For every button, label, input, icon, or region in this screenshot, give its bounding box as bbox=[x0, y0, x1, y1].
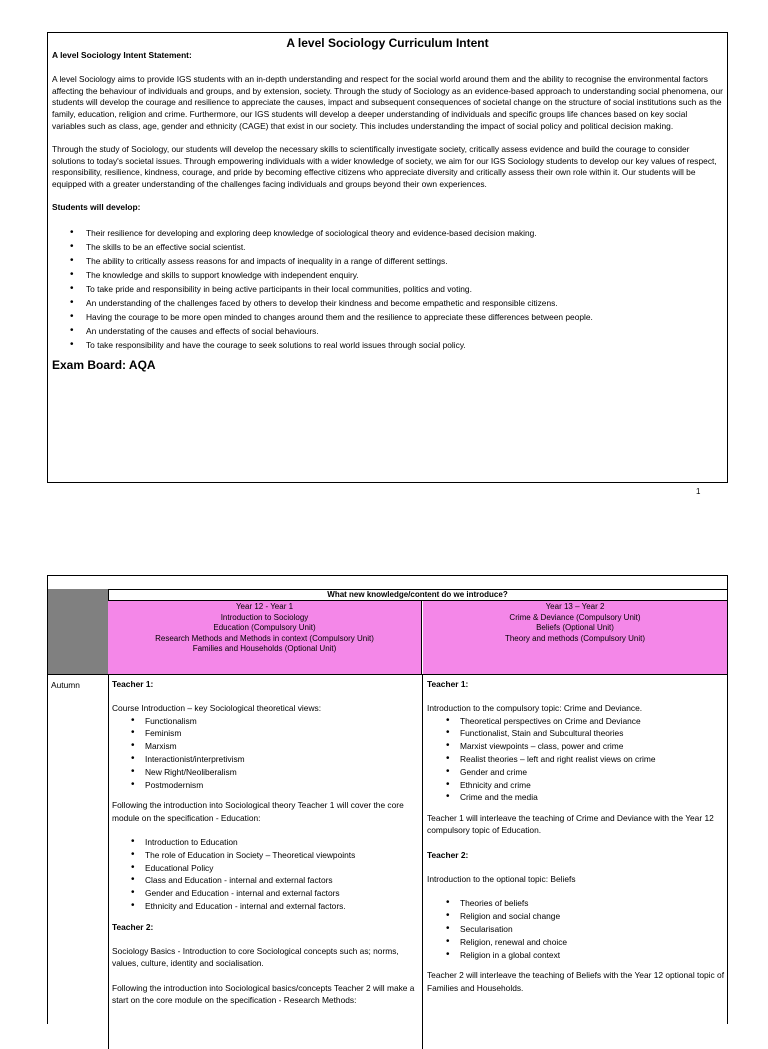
list-item: • To take responsibility and have the courage to seek solutions to real world issues through social policy. bbox=[86, 338, 723, 352]
year12-header bbox=[108, 601, 422, 674]
list-item: • Functionalism bbox=[145, 715, 418, 728]
list-item: • Gender and crime bbox=[460, 766, 725, 779]
list-item: • Educational Policy bbox=[145, 862, 418, 875]
list-item: • Realist theories – left and right realist views on crime bbox=[460, 753, 725, 766]
header-divider bbox=[48, 674, 727, 675]
year12-line: Year 12 - Year 1 bbox=[235, 602, 294, 611]
year13-line: Year 13 – Year 2 bbox=[545, 602, 605, 611]
list-item: • Marxist viewpoints – class, power and crime bbox=[460, 740, 725, 753]
cell-text: Introduction to the compulsory topic: Crime and Deviance. bbox=[427, 703, 643, 714]
list-item: • An understating of the causes and effects of social behaviours. bbox=[86, 324, 723, 338]
intent-heading: A level Sociology Intent Statement: bbox=[52, 50, 192, 60]
year13-autumn-cell bbox=[427, 678, 725, 1006]
column-divider bbox=[422, 674, 423, 1049]
year12-line: Families and Households (Optional Unit) bbox=[192, 644, 337, 653]
list-item: • Class and Education - internal and external factors bbox=[145, 874, 418, 887]
list-item: • The skills to be an effective social scientist. bbox=[86, 240, 723, 254]
views-list bbox=[112, 715, 418, 792]
year13-line: Theory and methods (Compulsory Unit) bbox=[504, 633, 646, 643]
list-item: • Secularisation bbox=[460, 923, 725, 936]
teacher-heading: Teacher 2: bbox=[112, 921, 154, 932]
crime-list bbox=[427, 715, 725, 805]
teacher-heading: Teacher 1: bbox=[427, 679, 469, 689]
year12-line: Research Methods and Methods in context (Compulsory Unit) bbox=[155, 633, 374, 643]
list-item: • Gender and Education - internal and external factors bbox=[145, 887, 418, 900]
develop-heading: Students will develop: bbox=[52, 201, 141, 212]
year12-line: Education (Compulsory Unit) bbox=[213, 623, 316, 632]
intent-paragraph-2: Through the study of Sociology, our students will develop the necessary skills to scientifically investigate society, critically assess evidence and build the courage to consider solutions to today's societal issues. Through empowering individuals with a wider knowledge of society, we aim for our IGS Sociology students to develop our key values of respect, responsibility, resilience, kindness, courage, and pride by becoming effective citizens who appreciate diversity and critically assess their own role within it. Our students will be equipped with a greater understanding of the challenges facing individuals and groups beyond their own experiences. bbox=[52, 143, 717, 190]
list-item: • An understanding of the challenges faced by others to develop their kindness and become empathetic and responsible citizens. bbox=[86, 296, 723, 310]
list-item: • Ethnicity and crime bbox=[460, 779, 725, 792]
cell-text: Course Introduction – key Sociological theoretical views: bbox=[112, 703, 322, 714]
table-top-row bbox=[48, 576, 727, 590]
list-item: • Theoretical perspectives on Crime and Deviance bbox=[460, 715, 725, 728]
list-item: • Feminism bbox=[145, 727, 418, 740]
exam-board: Exam Board: AQA bbox=[52, 357, 156, 372]
cell-text: Following the introduction into Sociological theory Teacher 1 will cover the core module on the specification - Education: bbox=[112, 800, 404, 823]
list-item: • The ability to critically assess reasons for and impacts of inequality in a range of different settings. bbox=[86, 254, 723, 268]
develop-list bbox=[52, 226, 723, 352]
page-title: A level Sociology Curriculum Intent bbox=[286, 36, 489, 50]
list-item: • Functionalist, Stain and Subcultural theories bbox=[460, 727, 725, 740]
year13-line: Beliefs (Optional Unit) bbox=[536, 623, 614, 632]
corner-cell bbox=[48, 589, 109, 674]
list-item: • The knowledge and skills to support knowledge with independent enquiry. bbox=[86, 268, 723, 282]
list-item: • Crime and the media bbox=[460, 791, 725, 804]
list-item: • Interactionist/interpretivism bbox=[145, 753, 418, 766]
teacher-heading: Teacher 2: bbox=[427, 849, 469, 860]
year12-autumn-cell bbox=[112, 678, 418, 1018]
list-item: • Religion in a global context bbox=[460, 949, 725, 962]
cell-text: Sociology Basics - Introduction to core Sociological concepts such as; norms, values, culture, identity and socialisation. bbox=[112, 946, 399, 969]
list-item: • Theories of beliefs bbox=[460, 897, 725, 910]
list-item: • To take pride and responsibility in being active participants in their local communities, politics and voting. bbox=[86, 282, 723, 296]
education-list bbox=[112, 836, 418, 913]
teacher-heading: Teacher 1: bbox=[112, 679, 154, 689]
list-item: • The role of Education in Society – Theoretical viewpoints bbox=[145, 849, 418, 862]
page-number: 1 bbox=[696, 487, 701, 496]
list-item: • Having the courage to be more open minded to changes around them and the resilience to appreciate these differences between people. bbox=[86, 310, 723, 324]
list-item: • Introduction to Education bbox=[145, 836, 418, 849]
list-item: • Marxism bbox=[145, 740, 418, 753]
cell-text: Teacher 1 will interleave the teaching of Crime and Deviance with the Year 12 compulsory topic of Education. bbox=[427, 813, 714, 836]
year12-line: Introduction to Sociology bbox=[220, 612, 309, 622]
list-item: • Ethnicity and Education - internal and external factors. bbox=[145, 900, 418, 913]
intent-paragraph-1: A level Sociology aims to provide IGS students with an in-depth understanding and respect for the social world around them and the ability to recognise the environmental factors affecting the behaviour of individuals and groups, and by extension, society. Through the study of Sociology as an evidence-based approach to understanding social phenomena, our students will develop the courage and resilience to appreciate the causes, impact and subsequent consequences of societal change on the structure of social institutions such as the family, education, religion and crime. Furthermore, our IGS students will develop a deeper understanding of individuals and specific groups life chances based on key social variables such as class, age, gender and ethnicity (CAGE) that exist in our society. This includes understanding the impact of social policy and political decision making. bbox=[52, 73, 723, 131]
table-question-header: What new knowledge/content do we introduce? bbox=[108, 589, 727, 601]
season-label: Autumn bbox=[51, 680, 80, 690]
cell-text: Introduction to the optional topic: Beliefs bbox=[427, 874, 576, 885]
list-item: • Postmodernism bbox=[145, 779, 418, 792]
year13-header bbox=[423, 601, 727, 674]
list-item: • Religion, renewal and choice bbox=[460, 936, 725, 949]
list-item: • Religion and social change bbox=[460, 910, 725, 923]
curriculum-table bbox=[47, 575, 728, 1024]
list-item: • Their resilience for developing and exploring deep knowledge of sociological theory and evidence-based decision making. bbox=[86, 226, 723, 240]
column-divider bbox=[108, 674, 109, 1049]
beliefs-list bbox=[427, 897, 725, 961]
year13-line: Crime & Deviance (Compulsory Unit) bbox=[509, 612, 641, 622]
intent-page bbox=[47, 32, 728, 483]
list-item: • New Right/Neoliberalism bbox=[145, 766, 418, 779]
cell-text: Following the introduction into Sociological basics/concepts Teacher 2 will make a start on the core module on the specification - Research Methods: bbox=[112, 982, 415, 1005]
cell-text: Teacher 2 will interleave the teaching of Beliefs with the Year 12 optional topic of Families and Households. bbox=[427, 970, 725, 993]
